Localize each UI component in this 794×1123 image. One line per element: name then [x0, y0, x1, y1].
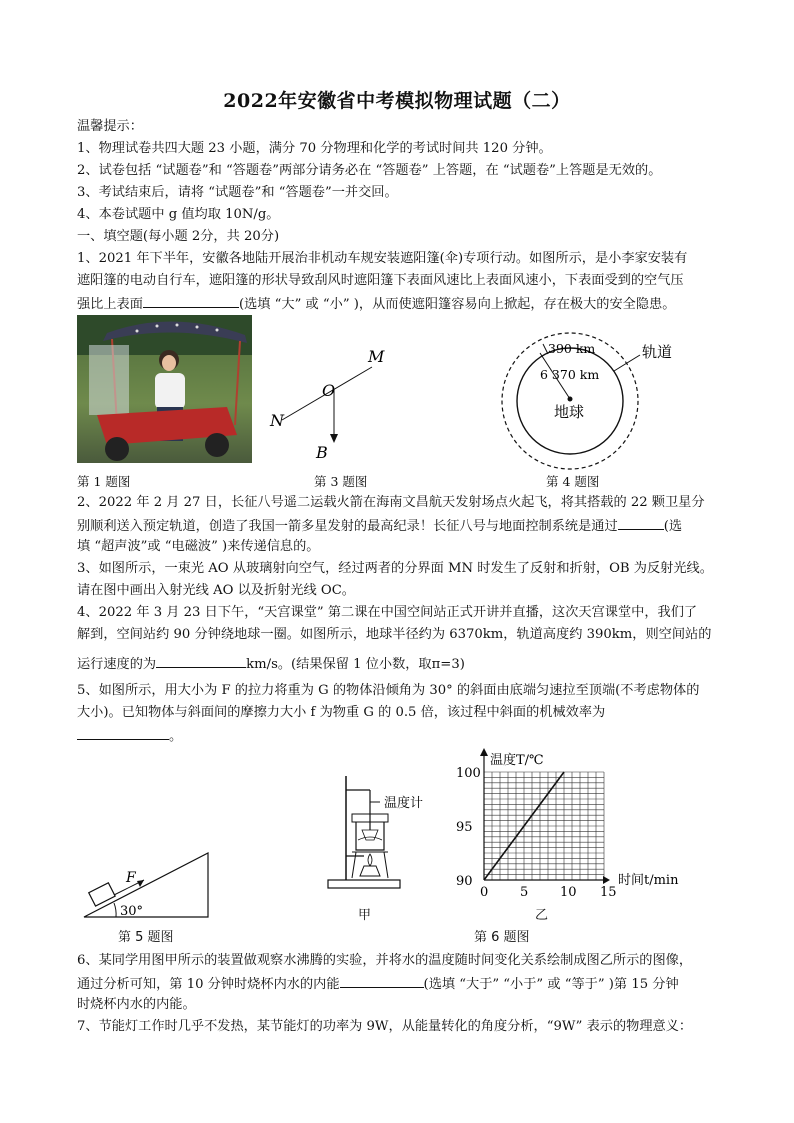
chart-ylabel: 温度T/℃	[490, 753, 544, 768]
fig3-diagram	[262, 342, 392, 467]
fig4-diagram	[490, 325, 710, 475]
q6-line-3: 时烧杯内水的内能。	[77, 997, 196, 1012]
chart-xlabel: 时间t/min	[618, 873, 679, 888]
q7-line-1: 7、节能灯工作时几乎不发热，某节能灯的功率为 9W，从能量转化的角度分析，“9W” 表示的物理意义：	[77, 1019, 693, 1034]
fig3-label-n: N	[270, 411, 284, 430]
q4-answer-blank[interactable]	[156, 652, 246, 668]
notice-item-2: 2、试卷包括 “试题卷”和 “答题卷”两部分请务必在 “答题卷” 上答题，在 “试题卷”上答题是无效的。	[77, 163, 662, 178]
fig5-force-label: F	[126, 870, 136, 886]
x-tick-label: 15	[600, 885, 617, 900]
q5-answer-blank[interactable]	[77, 724, 169, 740]
q4-text-a: 运行速度的为	[77, 657, 157, 672]
q5-text-b: 。	[169, 729, 183, 744]
q6-text-b: (选填 “大于” “小于” 或 “等于” )第 15 分钟	[423, 977, 679, 992]
fig4-radius: 6 370 km	[540, 367, 600, 382]
q4-line-3	[77, 652, 723, 676]
q2-line-2	[77, 514, 723, 538]
chart-grid	[484, 772, 604, 880]
q2-text-a: 别顺利送入预定轨道，创造了我国一箭多星发射的最高纪录！长征八号与地面控制系统是通过	[77, 519, 618, 534]
q6-text-a: 通过分析可知，第 10 分钟时烧杯内水的内能	[77, 977, 340, 992]
x-tick-label: 0	[480, 885, 489, 900]
x-axis-arrow	[603, 876, 610, 884]
q2-line-3: 填 “超声波”或 “电磁波” )来传递信息的。	[77, 539, 320, 554]
q6-answer-blank[interactable]	[340, 972, 424, 988]
page-title: 2022年安徽省中考模拟物理试题（二）	[223, 90, 571, 112]
q4-line-1: 4、2022 年 3 月 23 日下午，“天宫课堂” 第二课在中国空间站正式开讲并直播，这次天宫课堂中，我们了	[77, 605, 698, 620]
q5-line-3	[77, 724, 723, 748]
x-tick-label: 5	[520, 885, 529, 900]
fig6b-caption: 第 6 题图	[474, 930, 530, 945]
fig5-diagram	[82, 845, 212, 920]
fig6a-apparatus	[322, 770, 442, 895]
q4-line-2: 解到，空间站约 90 分钟绕地球一圈。如图所示，地球半径约为 6370km，轨道高度约 390km，则空间站的	[77, 627, 712, 642]
q1-text-a: 强比上表面	[77, 297, 143, 312]
fig3-label-o: O	[322, 381, 336, 400]
q1-line-2: 遮阳篷的电动自行车，遮阳篷的形状导致刮风时遮阳篷下表面风速比上表面风速小，下表面受到的空气压	[77, 273, 684, 288]
q4-text-b: km/s。(结果保留 1 位小数，取π=3)	[246, 657, 465, 672]
y-tick-label: 95	[456, 820, 473, 835]
notice-item-3: 3、考试结束后，请将 “试题卷”和 “答题卷”一并交回。	[77, 185, 398, 200]
q6-line-2	[77, 972, 723, 996]
fig1-caption: 第 1 题图	[77, 474, 131, 489]
fig5-angle-label: 30°	[120, 904, 144, 919]
x-tick-label: 10	[560, 885, 577, 900]
q3-line-2: 请在图中画出入射光线 AO 以及折射光线 OC。	[77, 583, 355, 598]
section-heading: 一、填空题(每小题 2分，共 20分)	[77, 229, 280, 244]
fig4-caption: 第 4 题图	[546, 474, 600, 489]
q1-answer-blank[interactable]	[143, 292, 239, 308]
q6-line-1: 6、某同学用图甲所示的装置做观察水沸腾的实验，并将水的温度随时间变化关系绘制成图乙所示的图像，	[77, 953, 693, 968]
q1-text-b: (选填 “大” 或 “小” )，从而使遮阳篷容易向上掀起，存在极大的安全隐患。	[238, 297, 676, 312]
q5-line-2: 大小)。已知物体与斜面间的摩擦力大小 f 为物重 G 的 0.5 倍，该过程中斜面的机械效率为	[77, 705, 606, 720]
notice-item-1: 1、物理试卷共四大题 23 小题，满分 70 分物理和化学的考试时间共 120 分钟。	[77, 141, 552, 156]
q2-answer-blank[interactable]	[618, 514, 664, 530]
fig6a-thermometer-label: 温度计	[384, 796, 424, 811]
y-axis-arrow	[480, 748, 488, 756]
fig4-orbit-label: 轨道	[642, 343, 673, 361]
fig4-earth-label: 地球	[554, 403, 585, 421]
q5-line-1: 5、如图所示，用大小为 F 的拉力将重为 G 的物体沿倾角为 30° 的斜面由底端匀速拉至顶端(不考虑物体的	[77, 683, 700, 698]
q2-text-b: (选	[663, 519, 683, 534]
fig5-caption: 第 5 题图	[118, 930, 174, 945]
fig4-orbit-height: 390 km	[548, 341, 596, 356]
notice-heading: 温馨提示：	[77, 119, 143, 134]
fig3-caption: 第 3 题图	[314, 474, 368, 489]
fig1-photo	[77, 315, 252, 463]
y-tick-label: 90	[456, 874, 473, 889]
y-tick-label: 100	[456, 766, 481, 781]
q1-line-1: 1、2021 年下半年，安徽各地陆开展治非机动车规安装遮阳篷(伞)专项行动。如图所示，是小李家安装有	[77, 251, 688, 266]
fig3-label-m: M	[368, 347, 385, 366]
notice-item-4: 4、本卷试题中 g 值均取 10N/g。	[77, 207, 280, 222]
fig6a-label: 甲	[358, 908, 372, 923]
fig6b-chart	[448, 748, 720, 913]
q3-line-1: 3、如图所示，一束光 AO 从玻璃射向空气，经过两者的分界面 MN 时发生了反射和折射，OB 为反射光线。	[77, 561, 713, 576]
q2-line-1: 2、2022 年 2 月 27 日，长征八号遥二运载火箭在海南文昌航天发射场点火起飞，将其搭载的 22 颗卫星分	[77, 495, 705, 510]
fig3-label-b: B	[316, 443, 328, 462]
q1-line-3	[77, 292, 723, 316]
fig6b-label: 乙	[535, 908, 549, 923]
